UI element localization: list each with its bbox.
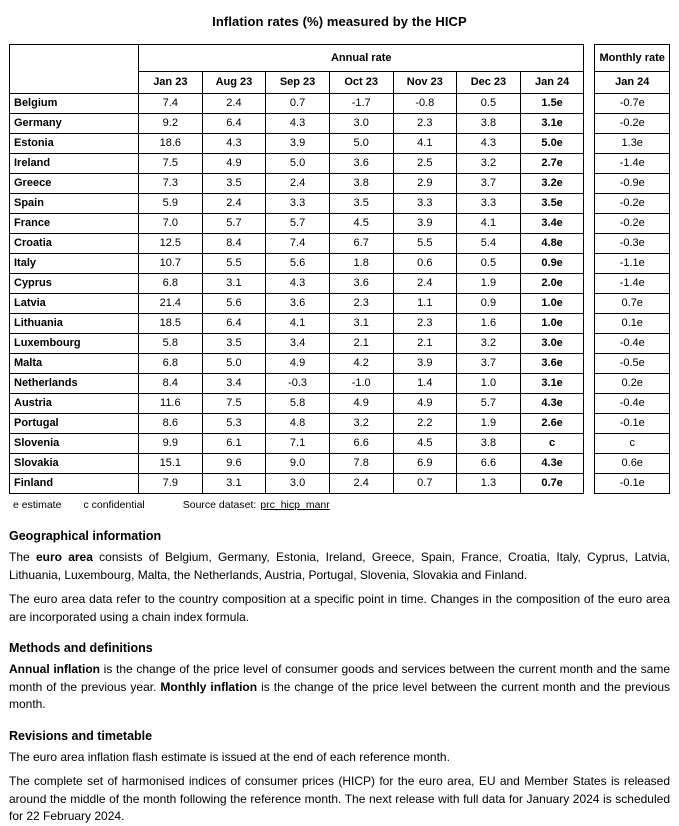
bold-term: Monthly inflation [160,679,258,694]
monthly-month-header: Jan 24 [595,72,670,94]
annual-value-cell: 1.3 [457,474,521,494]
monthly-row [595,354,670,374]
table-row [10,414,584,434]
annual-value-cell: 4.5 [393,434,457,454]
annual-value-cell: 4.3 [202,134,266,154]
annual-value-cell: 1.0 [457,374,521,394]
annual-value-cell: 5.4 [457,234,521,254]
annual-value-cell: 3.5e [520,194,584,214]
annual-rate-header: Annual rate [139,45,584,72]
annual-value-cell: 18.5 [139,314,203,334]
table-row [10,274,584,294]
table-row [10,374,584,394]
annual-value-cell: 7.5 [202,394,266,414]
annual-value-cell: 4.1 [266,314,330,334]
annual-value-cell: 4.3 [266,274,330,294]
annual-value-cell: 3.6 [329,274,393,294]
annual-value-cell: 2.4 [329,474,393,494]
annual-value-cell: 1.9 [457,274,521,294]
section-heading: Methods and definitions [9,641,153,655]
monthly-value-cell: -0.1e [595,414,670,434]
monthly-value-cell: -0.2e [595,214,670,234]
table-footnote [13,499,670,511]
annual-value-cell: 9.2 [139,114,203,134]
table-row [10,194,584,214]
annual-value-cell: 5.8 [139,334,203,354]
monthly-value-cell: -1.4e [595,154,670,174]
annual-value-cell: 3.8 [457,434,521,454]
annual-value-cell: 3.1 [202,474,266,494]
country-cell: Slovakia [10,454,139,474]
annual-value-cell: 5.0 [202,354,266,374]
source-dataset-link[interactable]: prc_hicp_manr [260,499,330,511]
annual-value-cell: 4.3e [520,454,584,474]
annual-value-cell: 3.3 [457,194,521,214]
annual-value-cell: 7.9 [139,474,203,494]
monthly-row [595,114,670,134]
table-row [10,314,584,334]
annual-value-cell: 4.1 [457,214,521,234]
annual-value-cell: 3.8 [329,174,393,194]
monthly-value-cell: -1.1e [595,254,670,274]
month-header: Oct 23 [329,72,393,94]
annual-value-cell: 3.4 [202,374,266,394]
annual-value-cell: 3.8 [457,114,521,134]
annual-value-cell: 1.9 [457,414,521,434]
monthly-row [595,334,670,354]
annual-value-cell: 7.4 [139,94,203,114]
annual-value-cell: 3.9 [393,214,457,234]
table-row [10,394,584,414]
annual-value-cell: 3.6 [329,154,393,174]
country-cell: Latvia [10,294,139,314]
annual-value-cell: 5.0e [520,134,584,154]
source-label: Source dataset: [182,499,257,511]
monthly-value-cell: -0.9e [595,174,670,194]
text-segment: The euro area data refer to the country composition at a specific point in time. Changes in the composition of the euro area are incorporated using a chain index formula. [9,592,670,624]
annual-value-cell: 2.4 [202,194,266,214]
annual-value-cell: 5.7 [202,214,266,234]
annual-value-cell: 4.9 [266,354,330,374]
annual-value-cell: 8.6 [139,414,203,434]
monthly-value-cell: 0.2e [595,374,670,394]
annual-value-cell: 1.8 [329,254,393,274]
annual-value-cell: 3.4 [266,334,330,354]
annual-value-cell: 2.9 [393,174,457,194]
month-header: Jan 24 [520,72,584,94]
annual-value-cell: 7.0 [139,214,203,234]
annual-value-cell: 4.5 [329,214,393,234]
annual-value-cell: 3.3 [266,194,330,214]
annual-value-cell: 4.3 [457,134,521,154]
table-row [10,174,584,194]
annual-value-cell: 3.1 [329,314,393,334]
annual-value-cell: 6.4 [202,314,266,334]
annual-value-cell: 9.9 [139,434,203,454]
annual-value-cell: 2.3 [393,314,457,334]
country-cell: Greece [10,174,139,194]
monthly-row [595,254,670,274]
annual-value-cell: 3.5 [329,194,393,214]
monthly-row [595,374,670,394]
annual-value-cell: 18.6 [139,134,203,154]
table-row [10,114,584,134]
monthly-value-cell: -0.4e [595,334,670,354]
annual-value-cell: 3.1e [520,374,584,394]
annual-value-cell: 5.3 [202,414,266,434]
annual-value-cell: 3.7 [457,174,521,194]
text-segment: is the change of the price level between the current month and the previous month. [9,679,670,711]
monthly-row [595,294,670,314]
country-cell: Estonia [10,134,139,154]
annual-value-cell: 3.5 [202,174,266,194]
annual-value-cell: 1.6 [457,314,521,334]
annual-value-cell: 2.1 [329,334,393,354]
paragraph [9,749,670,767]
annual-value-cell: 15.1 [139,454,203,474]
table-row [10,354,584,374]
annual-value-cell: 2.4 [202,94,266,114]
annual-value-cell: 1.5e [520,94,584,114]
annual-value-cell: 6.1 [202,434,266,454]
source-note [183,499,330,511]
table-row [10,214,584,234]
annual-value-cell: 9.0 [266,454,330,474]
monthly-value-cell: 0.7e [595,294,670,314]
annual-value-cell: 0.7 [266,94,330,114]
annual-value-cell: 0.6 [393,254,457,274]
monthly-value-cell: -0.3e [595,234,670,254]
annual-value-cell: 0.9 [457,294,521,314]
annual-value-cell: 2.4 [393,274,457,294]
annual-value-cell: -1.0 [329,374,393,394]
monthly-value-cell: -0.1e [595,474,670,494]
annual-value-cell: 2.6e [520,414,584,434]
table-row [10,334,584,354]
estimate-note: e estimate [13,499,62,511]
monthly-row [595,454,670,474]
annual-value-cell: 5.6 [202,294,266,314]
annual-header-row [10,45,584,72]
text-segment: The [9,550,36,564]
annual-value-cell: 5.6 [266,254,330,274]
annual-value-cell: 6.7 [329,234,393,254]
country-cell: Cyprus [10,274,139,294]
annual-value-cell: 0.9e [520,254,584,274]
country-cell: Portugal [10,414,139,434]
annual-value-cell: 5.0 [329,134,393,154]
monthly-value-cell: -1.4e [595,274,670,294]
table-row [10,434,584,454]
country-cell: Belgium [10,94,139,114]
table-row [10,474,584,494]
annual-value-cell: 1.4 [393,374,457,394]
annual-value-cell: 0.5 [457,254,521,274]
annual-value-cell: 2.2 [393,414,457,434]
annual-value-cell: 7.3 [139,174,203,194]
annual-value-cell: 4.2 [329,354,393,374]
annual-value-cell: 3.0 [329,114,393,134]
annual-value-cell: 3.1e [520,114,584,134]
annual-value-cell: 3.3 [393,194,457,214]
annual-value-cell: 6.6 [329,434,393,454]
annual-value-cell: 1.0e [520,294,584,314]
monthly-value-cell: -0.2e [595,194,670,214]
monthly-row [595,194,670,214]
month-header: Sep 23 [266,72,330,94]
annual-value-cell: 6.4 [202,114,266,134]
annual-value-cell: 7.4 [266,234,330,254]
text-sections [9,529,670,826]
country-cell: Malta [10,354,139,374]
monthly-value-cell: -0.4e [595,394,670,414]
monthly-row [595,174,670,194]
annual-value-cell: 8.4 [202,234,266,254]
annual-value-cell: 7.5 [139,154,203,174]
paragraph [9,591,670,626]
country-cell: Netherlands [10,374,139,394]
annual-value-cell: 5.0 [266,154,330,174]
country-cell: Luxembourg [10,334,139,354]
monthly-rate-header: Monthly rate [595,45,670,72]
annual-value-cell: 6.6 [457,454,521,474]
month-header: Aug 23 [202,72,266,94]
month-header: Nov 23 [393,72,457,94]
monthly-row [595,314,670,334]
annual-value-cell: 5.5 [202,254,266,274]
annual-value-cell: 7.8 [329,454,393,474]
table-row [10,454,584,474]
annual-value-cell: 3.2 [457,154,521,174]
monthly-value-cell: -0.7e [595,94,670,114]
annual-value-cell: 5.5 [393,234,457,254]
annual-value-cell: 3.6 [266,294,330,314]
annual-value-cell: 4.3 [266,114,330,134]
tables-container [9,44,670,494]
annual-value-cell: 3.4e [520,214,584,234]
monthly-row [595,94,670,114]
corner-cell [10,45,139,94]
annual-value-cell: 11.6 [139,394,203,414]
annual-value-cell: 3.9 [393,354,457,374]
annual-value-cell: 0.5 [457,94,521,114]
monthly-header-row [595,45,670,72]
annual-value-cell: 2.1 [393,334,457,354]
section-heading: Geographical information [9,529,162,543]
month-header: Jan 23 [139,72,203,94]
monthly-row [595,274,670,294]
country-cell: Slovenia [10,434,139,454]
annual-value-cell: 5.7 [457,394,521,414]
annual-value-cell: 0.7e [520,474,584,494]
country-cell: Finland [10,474,139,494]
annual-value-cell: 6.8 [139,274,203,294]
annual-value-cell: 4.9 [393,394,457,414]
monthly-rate-table [594,44,670,494]
annual-value-cell: 3.9 [266,134,330,154]
annual-value-cell: -1.7 [329,94,393,114]
annual-value-cell: 3.7 [457,354,521,374]
table-row [10,254,584,274]
annual-rate-table [9,44,584,494]
country-cell: France [10,214,139,234]
paragraph [9,549,670,584]
paragraph [9,661,670,714]
table-row [10,134,584,154]
annual-value-cell: 4.1 [393,134,457,154]
table-row [10,94,584,114]
annual-value-cell: 3.6e [520,354,584,374]
country-cell: Germany [10,114,139,134]
annual-value-cell: 3.0e [520,334,584,354]
annual-value-cell: 3.2 [457,334,521,354]
section-heading: Revisions and timetable [9,728,153,743]
annual-value-cell: 6.8 [139,354,203,374]
paragraph [9,773,670,826]
monthly-value-cell: 0.1e [595,314,670,334]
monthly-value-cell: c [595,434,670,454]
country-cell: Croatia [10,234,139,254]
annual-value-cell: 2.0e [520,274,584,294]
bold-term: Annual inflation [9,662,100,676]
annual-value-cell: 2.7e [520,154,584,174]
monthly-value-cell: 1.3e [595,134,670,154]
annual-value-cell: c [520,434,584,454]
annual-value-cell: 2.4 [266,174,330,194]
annual-value-cell: 3.2e [520,174,584,194]
annual-value-cell: 5.8 [266,394,330,414]
annual-value-cell: 4.8e [520,234,584,254]
bold-term: euro area [35,550,93,564]
country-cell: Ireland [10,154,139,174]
annual-value-cell: 5.7 [266,214,330,234]
annual-value-cell: 4.9 [329,394,393,414]
annual-value-cell: 3.5 [202,334,266,354]
monthly-value-cell: -0.5e [595,354,670,374]
annual-value-cell: 9.6 [202,454,266,474]
annual-value-cell: 3.2 [329,414,393,434]
table-row [10,154,584,174]
annual-value-cell: 4.3e [520,394,584,414]
text-segment: is the change of the price level of consumer goods and services between the current month and the same month of the previous year. [9,662,670,694]
annual-value-cell: 21.4 [139,294,203,314]
monthly-row [595,414,670,434]
annual-value-cell: 2.3 [329,294,393,314]
monthly-value-cell: 0.6e [595,454,670,474]
monthly-row [595,394,670,414]
table-row [10,234,584,254]
annual-value-cell: 4.9 [202,154,266,174]
table-row [10,294,584,314]
annual-value-cell: 6.9 [393,454,457,474]
annual-value-cell: -0.3 [266,374,330,394]
annual-value-cell: 1.0e [520,314,584,334]
annual-value-cell: -0.8 [393,94,457,114]
country-cell: Italy [10,254,139,274]
text-segment: The euro area inflation flash estimate is issued at the end of each reference month. [9,749,450,764]
text-segment: The complete set of harmonised indices of consumer prices (HICP) for the euro area, EU and Member States is released around the middle of the month following the reference month. The next release with full data for January 2024 is scheduled for 22 February 2024. [9,774,670,823]
annual-value-cell: 4.8 [266,414,330,434]
annual-value-cell: 3.1 [202,274,266,294]
monthly-row [595,474,670,494]
annual-value-cell: 2.5 [393,154,457,174]
country-cell: Austria [10,394,139,414]
annual-value-cell: 0.7 [393,474,457,494]
monthly-month-row [595,72,670,94]
annual-value-cell: 3.0 [266,474,330,494]
monthly-row [595,434,670,454]
page-title: Inflation rates (%) measured by the HICP [212,14,467,29]
annual-value-cell: 5.9 [139,194,203,214]
annual-value-cell: 2.3 [393,114,457,134]
confidential-note: c confidential [83,499,145,511]
country-cell: Lithuania [10,314,139,334]
country-cell: Spain [10,194,139,214]
month-header: Dec 23 [457,72,521,94]
monthly-row [595,234,670,254]
annual-value-cell: 7.1 [266,434,330,454]
monthly-value-cell: -0.2e [595,114,670,134]
monthly-row [595,214,670,234]
text-segment: consists of Belgium, Germany, Estonia, Ireland, Greece, Spain, France, Croatia, Italy, Cyprus, Latvia, Lithuania, Luxembourg, Malta, the Netherlands, Austria, Portugal, Slovenia, Slovakia and Finland. [9,550,670,582]
annual-value-cell: 1.1 [393,294,457,314]
monthly-row [595,154,670,174]
annual-value-cell: 8.4 [139,374,203,394]
annual-value-cell: 12.5 [139,234,203,254]
monthly-row [595,134,670,154]
annual-value-cell: 10.7 [139,254,203,274]
